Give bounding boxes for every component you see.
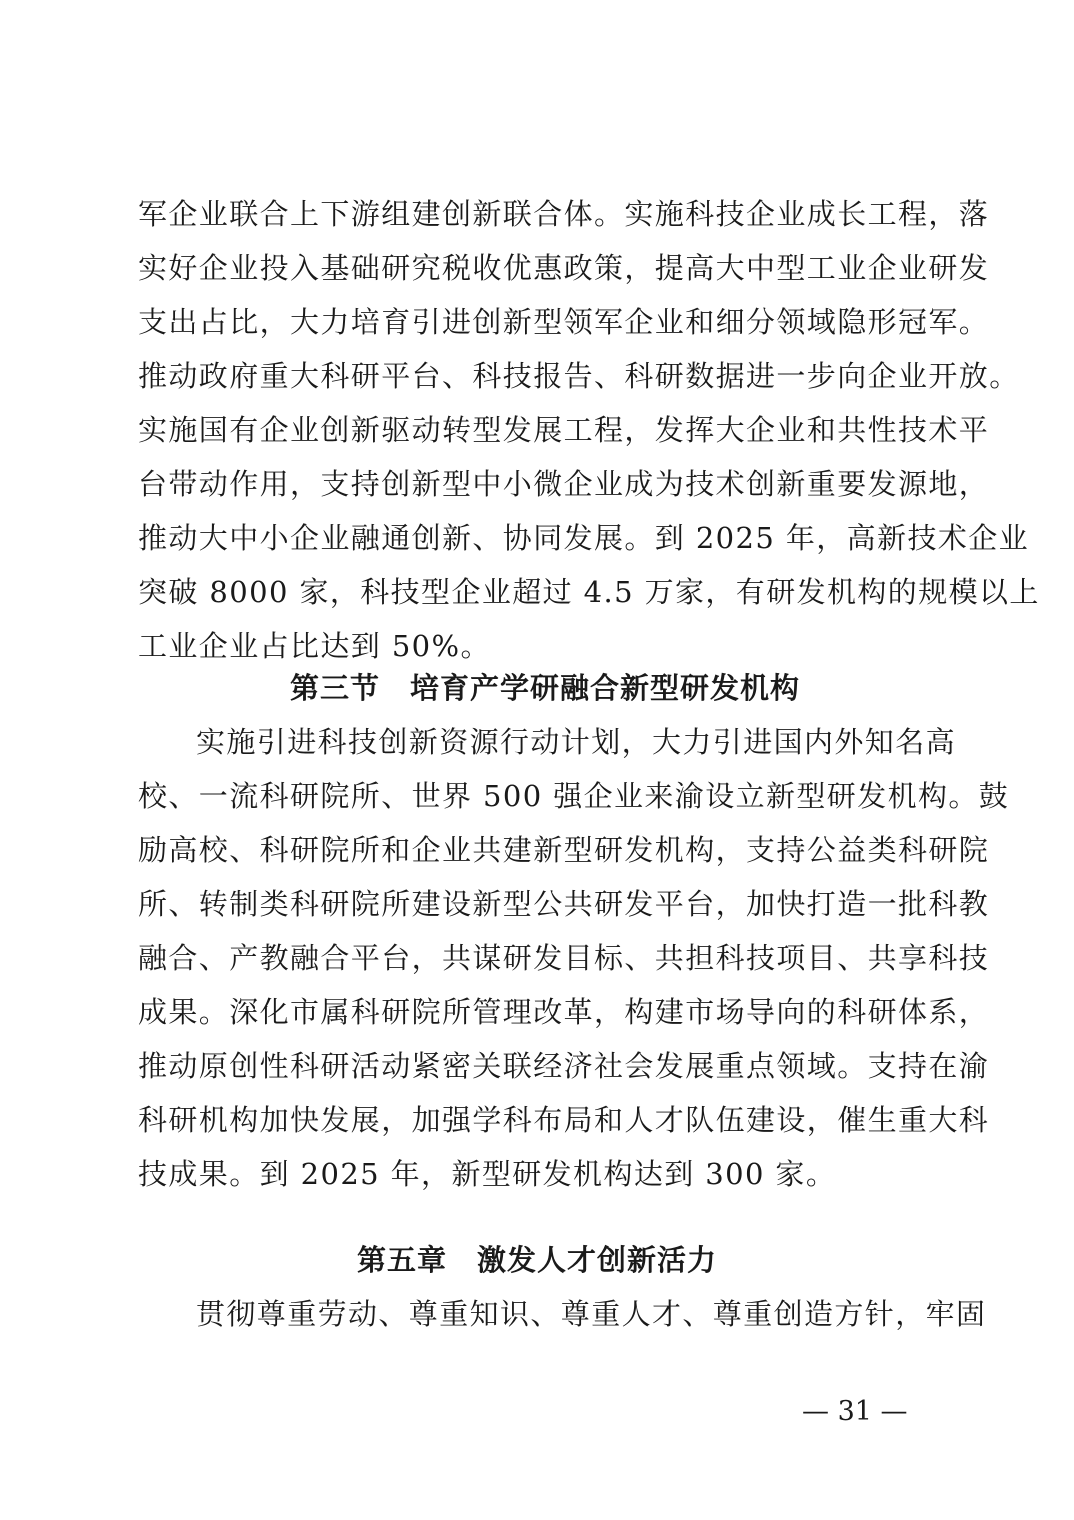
paragraph-line: 励高校、科研院所和企业共建新型研发机构，支持公益类科研院	[138, 833, 990, 867]
page-number: — 31 —	[802, 1396, 908, 1427]
paragraph-line: 成果。深化市属科研院所管理改革，构建市场导向的科研体系，	[138, 995, 990, 1029]
paragraph-line: 工业企业占比达到 50%。	[138, 629, 491, 663]
paragraph-line: 科研机构加快发展，加强学科布局和人才队伍建设，催生重大科	[138, 1103, 990, 1137]
paragraph-line: 支出占比，大力培育引进创新型领军企业和细分领域隐形冠军。	[138, 305, 990, 339]
chapter-number: 第五章	[356, 1243, 447, 1277]
paragraph-line: 推动政府重大科研平台、科技报告、科研数据进一步向企业开放。	[138, 359, 1020, 393]
paragraph-line: 军企业联合上下游组建创新联合体。实施科技企业成长工程，落	[138, 197, 990, 231]
paragraph-line: 实好企业投入基础研究税收优惠政策，提高大中型工业企业研发	[138, 251, 990, 285]
section-heading	[0, 668, 1074, 708]
paragraph-line: 校、一流科研院所、世界 500 强企业来渝设立新型研发机构。鼓	[138, 779, 1010, 813]
paragraph-line: 推动原创性科研活动紧密关联经济社会发展重点领域。支持在渝	[138, 1049, 990, 1083]
section-title: 培育产学研融合新型研发机构	[410, 671, 801, 705]
paragraph-line: 推动大中小企业融通创新、协同发展。到 2025 年，高新技术企业	[138, 521, 1030, 555]
chapter-title: 激发人才创新活力	[477, 1243, 718, 1277]
paragraph-line: 贯彻尊重劳动、尊重知识、尊重人才、尊重创造方针，牢固	[196, 1297, 987, 1331]
paragraph-line: 所、转制类科研院所建设新型公共研发平台，加快打造一批科教	[138, 887, 990, 921]
section-number: 第三节	[289, 671, 380, 705]
paragraph-line: 实施引进科技创新资源行动计划，大力引进国内外知名高	[196, 725, 957, 759]
paragraph-line: 实施国有企业创新驱动转型发展工程，发挥大企业和共性技术平	[138, 413, 990, 447]
paragraph-line: 融合、产教融合平台，共谋研发目标、共担科技项目、共享科技	[138, 941, 990, 975]
chapter-heading	[0, 1240, 1074, 1280]
paragraph-line: 突破 8000 家，科技型企业超过 4.5 万家，有研发机构的规模以上	[138, 575, 1040, 609]
paragraph-line: 台带动作用，支持创新型中小微企业成为技术创新重要发源地，	[138, 467, 990, 501]
paragraph-line: 技成果。到 2025 年，新型研发机构达到 300 家。	[138, 1157, 837, 1191]
